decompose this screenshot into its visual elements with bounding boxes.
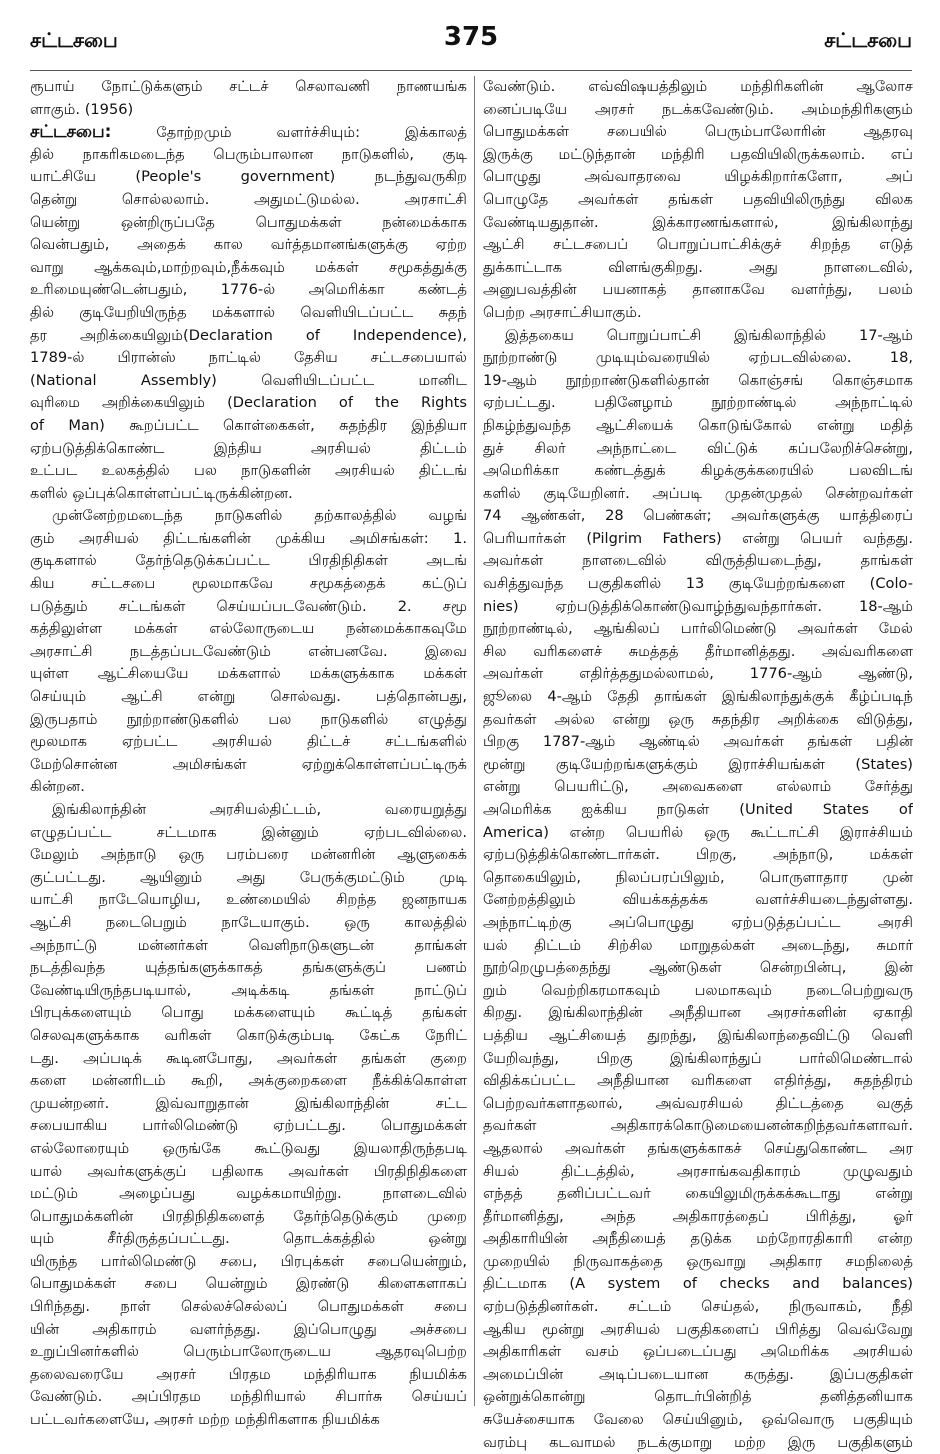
text-line: பொழுது அவ்வாதரவை யிழக்கிறார்களோ, அப் [483,168,913,186]
text-line: குட்பட்டது. ஆயினும் அது பேருக்குமட்டும் முடி [30,868,467,886]
text-line: தலைவரையே அரசர் பிரதம மந்திரியாக நியமிக்க [30,1365,467,1383]
text-line: வென்பதும், அதைக் கால வர்த்தமானங்களுக்கு ஏற்ற [30,236,467,254]
text-line: நூற்றாண்டில், ஆங்கிலப் பார்லிமெண்டு அவர்கள் மேல் [483,620,913,638]
text-line: படுத்தும் சட்டங்கள் செய்யப்படவேண்டும். 2. சமூ [30,597,467,615]
text-line: யுள்ள ஆட்சியையே மக்களால் மக்களுக்காக மக்கள் [30,665,467,683]
text-line: யும் சீர்திருத்தப்பட்டது. தொடக்கத்தில் ஒன்று [30,1230,467,1248]
text-line: 74 ஆண்கள், 28 பெண்கள்; அவர்களுக்கு யாத்திரைப் [483,507,913,525]
page-number: 375 [443,22,499,52]
text-line: பெற்ற அரசாட்சியாகும். [483,303,642,321]
text-line: ஏற்படுத்திக்கொண்ட இந்திய அரசியல் திட்டம் [30,439,467,457]
text-line: னைப்படியே அரசர் நடக்கவேண்டும். அம்மந்திரிகளும் [483,100,913,118]
text-line: யேறிவந்து, பிறகு இங்கிலாந்துப் பார்லிமெண்டால் [483,1049,913,1067]
page-header [30,22,912,62]
header-rule [30,70,912,71]
text-line: சட்டசபை: தோற்றமும் வளர்ச்சியும்: இக்காலத் [30,122,467,143]
text-line: பொழுதே அவர்கள் தங்கள் பதவியிலிருந்து விலக [483,190,913,208]
text-line: பட்டவர்களையே, அரசர் மற்ற மந்திரிகளாக நியமிக்க [30,1411,380,1429]
text-line: of Man) கூறப்பட்ட கொள்கைகள், சுதந்திர இந்தியா [30,416,467,434]
text-line: டது. அப்படிக் கூடினபோது, அவர்கள் தங்கள் குறை [30,1049,467,1067]
text-line: ஏற்பட்டது. பதினேழாம் நூற்றாண்டில் அந்நாட்டில் [483,394,913,412]
text-line: அரசாட்சி நடத்தப்படவேண்டும் என்பனவே. இவை [30,642,467,660]
text-line: தொகையிலும், நிலப்பரப்பிலும், பொருளாதார முன் [483,868,913,886]
text-line: அந்நாட்டிற்கு அப்பொழுது ஏற்படுத்தப்பட்ட அரசி [483,913,913,931]
text-line: எல்லோரையும் ஒருங்கே கூட்டுவது இயலாதிருந்தபடி [30,1139,467,1157]
text-line: ஆட்சி சட்டசபைப் பொறுப்பாட்சிக்குச் சிறந்த எடுத் [483,236,913,254]
text-line: பொதுமக்கள் சபையில் பெரும்பாலோரின் ஆதரவு [483,123,913,141]
text-line: செலவுகளுக்காக வரிகள் கொடுக்கும்படி கேட்க நேரிட் [30,1026,467,1044]
text-line: எந்தத் தனிப்பட்டவர் கையிலுமிருக்கக்கூடாது என்று [483,1185,913,1203]
text-line: கும் அரசியல் திட்டங்களின் முக்கிய அமிசங்கள்: 1. [30,529,467,547]
text-line: அமெரிக்கா கண்டத்துக் கிழக்குக்கரையில் பலவிடங் [483,462,913,480]
text-line: வசித்துவந்த பகுதிகளில் 13 குடியேற்றங்களை (Colo- [483,575,913,593]
text-line: யால் அவர்களுக்குப் பதிலாக அவர்கள் பிரதிநிதிகளை [30,1162,467,1180]
text-line: என்று பெயரிட்டு, அவைகளை எல்லாம் சேர்த்து [483,778,913,796]
text-line: அந்நாட்டு மன்னர்கள் வெளிநாடுகளுடன் தாங்கள் [30,936,467,954]
text-line: சுயேச்சையாக வேலை செய்யினும், ஒவ்வொரு பகுதியும் [483,1411,913,1429]
text-line: மேலும் அந்நாடு ஒரு பரம்பரை மன்னரின் ஆளுகைக் [30,846,467,864]
text-line: பிறகு 1787-ஆம் ஆண்டில் அவர்கள் தங்கள் பதின் [483,733,913,751]
text-line: இத்தகைய பொறுப்பாட்சி இங்கிலாந்தில் 17-ஆம் [505,326,913,344]
text-line: தீர்மானித்து, அந்த அதிகாரத்தைப் பிரித்து, ஓர் [483,1207,913,1225]
text-line: வுரிமை அறிக்கையிலும் (Declaration of the Rights [30,394,467,412]
text-line: அவர்கள் எதிர்த்ததுமல்லாமல், 1776-ஆம் ஆண்டு, [483,665,913,683]
text-line: ஆகிய மூன்று அரசியல் பகுதிகளைப் பிரித்து வெவ்வேறு [483,1320,913,1338]
text-line: முறையில் நிருவாகத்தை ஒருவாறு அதிகார சமநிலைத் [483,1252,913,1270]
text-line: ஜூலை 4-ஆம் தேதி தாங்கள் இங்கிலாந்துக்குக் கீழ்ப்படிந் [483,688,913,706]
text-line: nies) ஏற்படுத்திக்கொண்டுவாழ்ந்துவந்தார்கள். 18-ஆம் [483,597,913,615]
text-line: பிரிந்தது. நாள் செல்லச்செல்லப் பொதுமக்கள் சபை [30,1298,467,1316]
text-line: (National Assembly) வெளியிடப்பட்ட மானிட [30,371,467,389]
text-line: வேண்டும். அப்பிரதம மந்திரியால் சிபார்சு செய்யப் [30,1388,467,1406]
text-line: ஆட்சி நடைபெறும் நாடேயாகும். ஒரு காலத்தில் [30,913,467,931]
text-line: ஏற்படுத்தினர்கள். சட்டம் செய்தல், நிருவாகம், நீதி [483,1298,913,1316]
text-line: அமைப்பின் அடிப்படையான கருத்து. இப்பகுதிகள் [483,1365,913,1383]
text-line: தவர்கள் அதிகாரக்கொடுமையைனன்கறிந்தவர்களாவர். [483,1117,913,1135]
text-line: எழுதப்பட்ட சட்டமாக இன்னும் ஏற்படவில்லை. [30,823,467,841]
text-line: யிருந்த பார்லிமெண்டு சபை, பிரபுக்கள் சபையென்றும், [30,1252,467,1270]
text-line: செய்யும் ஆட்சி என்று சொல்வது. பத்தொன்பது, [30,688,467,706]
text-line: மூலமாக ஏற்பட்ட அரசியல் திட்டச் சட்டங்களில் [30,733,467,751]
text-line: தென்று சொல்லலாம். அதுமட்டுமல்ல. அரசாட்சி [30,190,467,208]
text-line: பெரியார்கள் (Pilgrim Fathers) என்று பெயர் வந்தது. [483,529,913,547]
entry-heading: சட்டசபை: [30,122,112,143]
text-line: தவர்கள் அல்ல என்று ஒரு சுதந்திர அறிக்கை விடுத்து, [483,710,913,728]
text-line: உறுப்பினர்களில் பெரும்பாலோருடைய ஆதரவுபெற்ற [30,1343,467,1361]
text-line: யாட்சி நாடேயொழிய, உண்மையில் சிறந்த ஜனநாயக [30,891,467,909]
text-line: சியல் திட்டத்தில், அரசாங்கவதிகாரம் முழுவதும் [483,1162,913,1180]
text-line: அனுபவத்தின் பயனாகத் தானாகவே வளர்ந்து, பலம் [483,281,913,299]
text-line: ஏற்படுத்திக்கொண்டார்கள். பிறகு, அந்நாடு, மக்கள் [483,846,913,864]
text-line: சில வரிகளைச் சுமத்தத் தீர்மானித்தது. அவ்வரிகளை [483,642,913,660]
text-line: சபையாகிய பார்லிமெண்டு ஏற்பட்டது. பொதுமக்கள் [30,1117,467,1135]
text-line: வேண்டும். எவ்விஷயத்திலும் மந்திரிகளின் ஆலோச [483,78,913,95]
text-line: ரூபாய் நோட்டுக்களும் சட்டச் செலாவணி நாணயங்க [30,78,467,95]
text-line: அதிகாரியின் அநீதியைத் தடுக்க மற்றோரதிகாரி என்ற [483,1230,913,1248]
text-line: தர அறிக்கையிலும்(Declaration of Independence), [30,326,467,344]
text-line: இருபதாம் நூற்றாண்டுகளில் பல நாடுகளில் எழுத்து [30,710,467,728]
column-divider [474,76,475,1406]
text-line: ஆதலால் அவர்கள் தங்களுக்காகச் செய்துகொண்ட அர [483,1139,913,1157]
text-line: அதிகாரிகள் வசம் ஒப்படைப்பது அமெரிக்க அரசியல் [483,1343,913,1361]
text-line: களில் ஒப்புக்கொள்ளப்பட்டிருக்கின்றன. [30,484,293,502]
left-column [30,76,467,1432]
text-line: ளாகும். (1956) [30,100,134,118]
text-line: இருக்கு மட்டுந்தான் மந்திரி பதவியிலிருக்கலாம். எப் [483,145,913,163]
text-line: அவர்கள் நாளடைவில் விருத்தியடைந்து, தாங்கள் [483,552,913,570]
text-line: நிகழ்ந்துவந்த ஆட்சியைக் கொடுங்கோல் என்று மதித் [483,416,913,434]
right-column [483,76,913,1454]
text-line: திட்டமாக (A system of checks and balances) [483,1275,913,1293]
text-line: தில் குடியேறியிருந்த மக்களால் வெளியிடப்பட்ட சுதந் [30,303,467,321]
text-line: யின் அதிகாரம் வளர்ந்தது. இப்பொழுது அச்சபை [30,1320,467,1338]
text-line: துக்காட்டாக விளங்குகிறது. அது நாளடைவில், [483,258,913,276]
text-line: முயன்றனர். இவ்வாறுதான் இங்கிலாந்தின் சட்ட [30,1094,467,1112]
text-line: அமெரிக்க ஐக்கிய நாடுகள் (United States of [483,801,913,818]
text-line: வேண்டியதுதான். இக்காரணங்களால், இங்கிலாந்து [483,213,913,231]
text-line: பொதுமக்கள் சபை யென்றும் இரண்டு கிளைகளாகப் [30,1275,467,1293]
text-line: நூற்றெழுபத்தைந்து ஆண்டுகள் சென்றபின்பு, இன் [483,959,913,977]
text-line: தில் நாகரிகமடைந்த பெரும்பாலான நாடுகளில், குடி [30,145,467,163]
text-line: விதிக்கப்பட்ட அநீதியான வரிகளை எதிர்த்து, சுதந்திரம் [483,1072,913,1090]
text-line: மேற்சொன்ன அமிசங்கள் ஏற்றுக்கொள்ளப்பட்டிருக் [30,755,467,773]
text-line: வேண்டியிருந்தபடியால், அடிக்கடி தங்கள் நாட்டுப் [30,981,467,999]
text-line: பத்திய ஆட்சியைத் துறந்து, இங்கிலாந்தைவிட்டு வெளி [483,1026,913,1044]
text-line: யாட்சியே (People's government) நடந்துவருகிற [30,168,467,186]
text-line: வரம்பு கடவாமல் நடக்குமாறு மற்ற இரு பகுதிகளும் [483,1433,913,1451]
text-line: பிரபுக்களையும் பொது மக்களையும் கூட்டித் தங்கள் [30,1004,467,1022]
text-line: பொதுமக்களின் பிரதிநிதிகளைத் தேர்ந்தெடுக்கும் முறை [30,1207,467,1225]
text-line: கிறது. இங்கிலாந்தின் அநீதியான அரசர்களின் ஏகாதி [483,1004,913,1022]
text-line: களில் குடியேறினர். அப்படி முதன்முதல் சென்றவர்கள் [483,484,913,502]
running-head-right: சட்டசபை [824,28,912,52]
text-line: கின்றன. [30,778,85,796]
text-line: னேற்றத்திலும் வியக்கத்தக்க வளர்ச்சியடைந்துள்ளது. [483,891,913,909]
text-line: குடிகளால் தேர்ந்தெடுக்கப்பட்ட பிரதிநிதிகள் அடங் [30,552,467,570]
text-line: கிய சட்டசபை மூலமாகவே சமூகத்தைக் கட்டுப் [30,575,467,593]
text-line: களை மன்னரிடம் கூறி, அக்குறைகளை நீக்கிக்கொள்ள [30,1072,467,1090]
text-line: இங்கிலாந்தின் அரசியல்திட்டம், வரையறுத்து [52,801,467,818]
text-line: முன்னேற்றமடைந்த நாடுகளில் தற்காலத்தில் வழங் [52,507,467,525]
text-line: நடத்திவந்த யுத்தங்களுக்காகத் தங்களுக்குப் பணம் [30,959,467,977]
text-line: 19-ஆம் நூற்றாண்டுகளில்தான் கொஞ்சங் கொஞ்சமாக [483,371,913,389]
text-line: யென்று ஒன்றிருப்பதே பொதுமக்கள் நன்மைக்காக [30,213,467,231]
text-line: வாறு ஆக்கவும்,மாற்றவும்,நீக்கவும் மக்கள் சமூகத்துக்கு [30,258,467,276]
text-line: றும் வெற்றிகரமாகவும் பலமாகவும் நடைபெற்றுவரு [483,981,913,999]
text-line: மூன்று குடியேற்றங்களுக்கும் இராச்சியங்கள் (States) [483,755,913,773]
text-line: நூற்றாண்டு முடியும்வரையில் ஏற்படவில்லை. 18, [483,349,913,367]
text-line: யல் திட்டம் சிற்சில மாறுதல்கள் அடைந்து, சுமார் [483,936,913,954]
text-line: America) என்ற பெயரில் ஒரு கூட்டாட்சி இராச்சியம் [483,823,913,841]
text-line: கத்திலுள்ள மக்கள் எல்லோருடைய நன்மைக்காகவுமே [30,620,467,638]
text-line: உரிமையுண்டென்பதும், 1776-ல் அமெரிக்கா கண்டத் [30,281,467,299]
text-line: 1789-ல் பிரான்ஸ் நாட்டில் தேசிய சட்டசபையால் [30,349,467,367]
running-head-left: சட்டசபை [30,28,118,52]
text-line: துச் சிலர் அந்நாட்டை விட்டுக் கப்பலேறிச்சென்று, [483,439,913,457]
text-line: மட்டும் அழைப்பது வழக்கமாயிற்று. நாளடைவில் [30,1185,467,1203]
text-line: ஒன்றுக்கொன்று தொடர்பின்றித் தனித்தனியாக [483,1388,913,1406]
text-line: பெற்றவர்களாதலால், அவ்வரசியல் திட்டத்தை வகுத் [483,1094,913,1112]
text-line: உட்பட உலகத்தில் பல நாடுகளின் அரசியல் திட்டங் [30,462,467,480]
